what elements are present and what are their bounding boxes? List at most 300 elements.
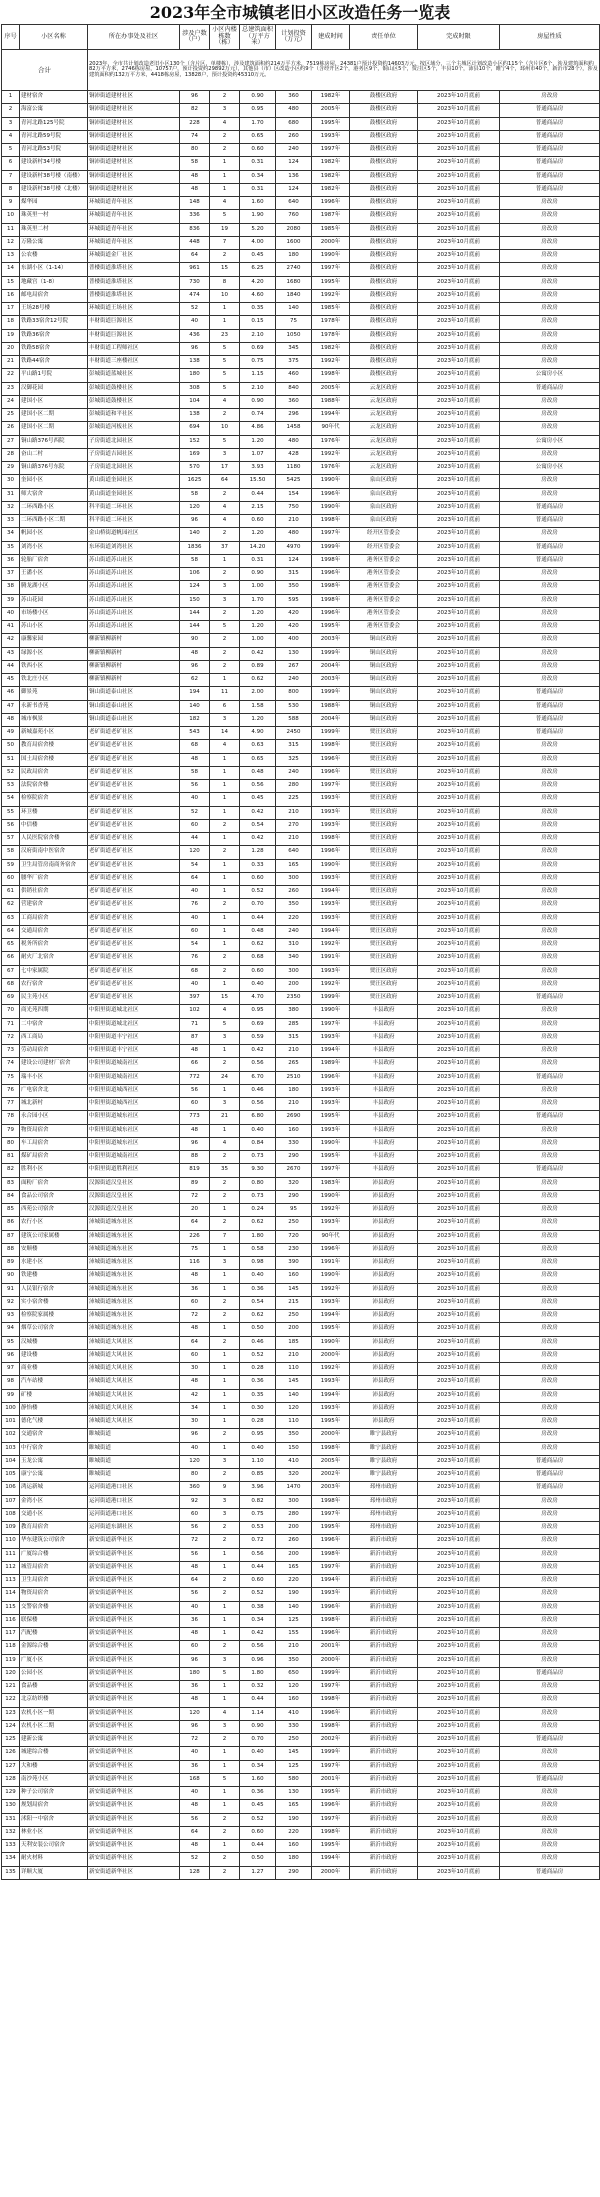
community-name-cell: 东湖小区（1-14） (20, 263, 88, 276)
property-type-cell: 房改房 (500, 634, 600, 647)
property-type-cell: 房改房 (500, 1429, 600, 1442)
buildings-cell: 1 (210, 1363, 240, 1376)
property-type-cell: 房改房 (500, 1813, 600, 1826)
table-row (2, 886, 600, 899)
deadline-cell: 2023年10月底前 (418, 1707, 500, 1720)
table-row (2, 740, 600, 753)
row-number-cell: 49 (2, 727, 20, 740)
office-community-cell: 老矿街道老矿社区 (88, 819, 180, 832)
buildings-cell: 1 (210, 886, 240, 899)
buildings-cell: 1 (210, 978, 240, 991)
deadline-cell: 2023年10月底前 (418, 91, 500, 104)
office-community-cell: 铜沛街道建材社区 (88, 157, 180, 170)
property-type-cell: 房改房 (500, 1601, 600, 1614)
buildings-cell: 2 (210, 607, 240, 620)
table-row (2, 1323, 600, 1336)
investment-cell: 580 (276, 1773, 312, 1786)
property-type-cell: 房改房 (500, 753, 600, 766)
built-year-cell: 1996年 (312, 1707, 350, 1720)
deadline-cell: 2023年10月底前 (418, 1031, 500, 1044)
households-cell: 180 (180, 369, 210, 382)
households-cell: 104 (180, 395, 210, 408)
table-row (2, 1654, 600, 1667)
floor-area-cell: 0.42 (240, 1628, 276, 1641)
property-type-cell: 房改房 (500, 528, 600, 541)
row-number-cell: 42 (2, 634, 20, 647)
households-cell: 56 (180, 1548, 210, 1561)
responsible-unit-cell: 铜山区政府 (350, 634, 418, 647)
built-year-cell: 1992年 (312, 1283, 350, 1296)
table-row (2, 1005, 600, 1018)
floor-area-cell: 1.20 (240, 607, 276, 620)
investment-cell: 290 (276, 1151, 312, 1164)
office-community-cell: 睢城街道 (88, 1442, 180, 1455)
buildings-cell: 3 (210, 104, 240, 117)
responsible-unit-cell: 丰县政府 (350, 1018, 418, 1031)
property-type-cell: 普通商品房 (500, 1455, 600, 1468)
investment-cell: 1050 (276, 329, 312, 342)
investment-cell: 296 (276, 409, 312, 422)
deadline-cell: 2023年10月底前 (418, 793, 500, 806)
floor-area-cell: 0.56 (240, 1058, 276, 1071)
row-number-cell: 25 (2, 409, 20, 422)
households-cell: 72 (180, 1535, 210, 1548)
deadline-cell: 2023年10月底前 (418, 448, 500, 461)
investment-cell: 720 (276, 1230, 312, 1243)
investment-cell: 200 (276, 1548, 312, 1561)
deadline-cell: 2023年10月底前 (418, 316, 500, 329)
community-name-cell: 实小宿舍楼 (20, 1296, 88, 1309)
built-year-cell: 1990年 (312, 859, 350, 872)
property-type-cell: 普通商品房 (500, 501, 600, 514)
investment-cell: 250 (276, 1217, 312, 1230)
buildings-cell: 2 (210, 1469, 240, 1482)
row-number-cell: 55 (2, 806, 20, 819)
buildings-cell: 1 (210, 1243, 240, 1256)
property-type-cell: 房改房 (500, 647, 600, 660)
table-row (2, 342, 600, 355)
office-community-cell: 沛城街道城东社区 (88, 1283, 180, 1296)
community-name-cell: 中信楼 (20, 819, 88, 832)
header-cell: 计划投资（万元） (276, 25, 312, 50)
table-row (2, 992, 600, 1005)
table-row (2, 965, 600, 978)
households-cell: 570 (180, 462, 210, 475)
deadline-cell: 2023年10月底前 (418, 1575, 500, 1588)
buildings-cell: 1 (210, 1389, 240, 1402)
buildings-cell: 3 (210, 1720, 240, 1733)
built-year-cell: 1998年 (312, 1614, 350, 1627)
row-number-cell: 18 (2, 316, 20, 329)
community-name-cell: 城建综合楼 (20, 1747, 88, 1760)
community-name-cell: 苏山小区 (20, 621, 88, 634)
responsible-unit-cell: 新沂市政府 (350, 1787, 418, 1800)
table-row (2, 1349, 600, 1362)
investment-cell: 145 (276, 1283, 312, 1296)
community-name-cell: 汽车站楼 (20, 1376, 88, 1389)
responsible-unit-cell: 沛县政府 (350, 1177, 418, 1190)
row-number-cell: 50 (2, 740, 20, 753)
property-type-cell: 房改房 (500, 1243, 600, 1256)
office-community-cell: 金山桥街道帆园社区 (88, 528, 180, 541)
responsible-unit-cell: 沛县政府 (350, 1402, 418, 1415)
row-number-cell: 135 (2, 1866, 20, 1879)
households-cell: 72 (180, 1190, 210, 1203)
table-row (2, 197, 600, 210)
community-name-cell: 城北新村 (20, 1098, 88, 1111)
deadline-cell: 2023年10月底前 (418, 1363, 500, 1376)
responsible-unit-cell: 云龙区政府 (350, 382, 418, 395)
households-cell: 96 (180, 342, 210, 355)
built-year-cell: 2003年 (312, 1482, 350, 1495)
households-cell: 819 (180, 1164, 210, 1177)
built-year-cell: 1992年 (312, 978, 350, 991)
deadline-cell: 2023年10月底前 (418, 236, 500, 249)
office-community-cell: 老矿街道老矿社区 (88, 925, 180, 938)
table-row (2, 1588, 600, 1601)
responsible-unit-cell: 鼓楼区政府 (350, 104, 418, 117)
households-cell: 308 (180, 382, 210, 395)
floor-area-cell: 0.46 (240, 1336, 276, 1349)
office-community-cell: 老矿街道老矿社区 (88, 727, 180, 740)
floor-area-cell: 0.69 (240, 1018, 276, 1031)
property-type-cell: 房改房 (500, 1177, 600, 1190)
floor-area-cell: 1.14 (240, 1707, 276, 1720)
deadline-cell: 2023年10月底前 (418, 197, 500, 210)
buildings-cell: 1 (210, 1614, 240, 1627)
households-cell: 1625 (180, 475, 210, 488)
property-type-cell: 房改房 (500, 276, 600, 289)
property-type-cell: 房改房 (500, 250, 600, 263)
deadline-cell: 2023年10月底前 (418, 1508, 500, 1521)
floor-area-cell: 0.52 (240, 1813, 276, 1826)
responsible-unit-cell: 鼓楼区政府 (350, 316, 418, 329)
households-cell: 64 (180, 250, 210, 263)
deadline-cell: 2023年10月底前 (418, 1455, 500, 1468)
table-row (2, 528, 600, 541)
buildings-cell: 1 (210, 1204, 240, 1217)
deadline-cell: 2023年10月底前 (418, 1402, 500, 1415)
row-number-cell: 128 (2, 1773, 20, 1786)
table-row (2, 1018, 600, 1031)
property-type-cell: 房改房 (500, 1257, 600, 1270)
community-name-cell: 鸿运新城 (20, 1482, 88, 1495)
table-row (2, 899, 600, 912)
property-type-cell: 房改房 (500, 1190, 600, 1203)
buildings-cell: 11 (210, 687, 240, 700)
floor-area-cell: 0.44 (240, 1840, 276, 1853)
office-community-cell: 中阳里街道城北社区 (88, 1018, 180, 1031)
table-row (2, 581, 600, 594)
deadline-cell: 2023年10月底前 (418, 621, 500, 634)
buildings-cell: 1 (210, 1628, 240, 1641)
households-cell: 82 (180, 104, 210, 117)
office-community-cell: 沛城街道大风社区 (88, 1336, 180, 1349)
deadline-cell: 2023年10月底前 (418, 1667, 500, 1680)
row-number-cell: 13 (2, 250, 20, 263)
community-name-cell: 轮胎厂宿舍 (20, 554, 88, 567)
investment-cell: 145 (276, 1747, 312, 1760)
investment-cell: 350 (276, 899, 312, 912)
deadline-cell: 2023年10月底前 (418, 1482, 500, 1495)
office-community-cell: 新安街道新华社区 (88, 1826, 180, 1839)
row-number-cell: 10 (2, 210, 20, 223)
responsible-unit-cell: 泉山区政府 (350, 515, 418, 528)
table-row (2, 1800, 600, 1813)
households-cell: 96 (180, 1429, 210, 1442)
community-name-cell: 铁路44宿舍 (20, 356, 88, 369)
community-name-cell: 城市枫景 (20, 713, 88, 726)
community-name-cell: 御景苑 (20, 687, 88, 700)
property-type-cell: 普通商品房 (500, 170, 600, 183)
floor-area-cell: 1.28 (240, 846, 276, 859)
row-number-cell: 31 (2, 488, 20, 501)
investment-cell: 120 (276, 1681, 312, 1694)
floor-area-cell: 1.60 (240, 1773, 276, 1786)
households-cell: 120 (180, 501, 210, 514)
row-number-cell: 123 (2, 1707, 20, 1720)
built-year-cell: 2000年 (312, 1866, 350, 1879)
responsible-unit-cell: 丰县政府 (350, 1111, 418, 1124)
community-name-cell: 车工局宿舍 (20, 1137, 88, 1150)
table-row (2, 1575, 600, 1588)
table-row (2, 1667, 600, 1680)
office-community-cell: 中阳里街道城西社区 (88, 1098, 180, 1111)
table-row (2, 647, 600, 660)
built-year-cell: 1998年 (312, 594, 350, 607)
households-cell: 56 (180, 1522, 210, 1535)
built-year-cell: 1995年 (312, 1840, 350, 1853)
investment-cell: 350 (276, 1429, 312, 1442)
office-community-cell: 新安街道新华社区 (88, 1667, 180, 1680)
office-community-cell: 铜山街道泰山社区 (88, 687, 180, 700)
floor-area-cell: 6.25 (240, 263, 276, 276)
office-community-cell: 柳新镇柳新村 (88, 660, 180, 673)
floor-area-cell: 0.31 (240, 554, 276, 567)
office-community-cell: 丰财街道三座楼社区 (88, 356, 180, 369)
built-year-cell: 1997年 (312, 144, 350, 157)
investment-cell: 250 (276, 1734, 312, 1747)
row-number-cell: 89 (2, 1257, 20, 1270)
row-number-cell: 32 (2, 501, 20, 514)
households-cell: 64 (180, 872, 210, 885)
floor-area-cell: 0.40 (240, 1124, 276, 1137)
community-name-cell: 建筑公司家属楼 (20, 1230, 88, 1243)
buildings-cell: 2 (210, 144, 240, 157)
buildings-cell: 4 (210, 197, 240, 210)
deadline-cell: 2023年10月底前 (418, 395, 500, 408)
built-year-cell: 1997年 (312, 263, 350, 276)
buildings-cell: 1 (210, 1084, 240, 1097)
responsible-unit-cell: 邳州市政府 (350, 1522, 418, 1535)
floor-area-cell: 0.60 (240, 144, 276, 157)
office-community-cell: 老矿街道老矿社区 (88, 952, 180, 965)
floor-area-cell: 0.60 (240, 872, 276, 885)
deadline-cell: 2023年10月底前 (418, 1720, 500, 1733)
property-type-cell: 普通商品房 (500, 130, 600, 143)
investment-cell: 345 (276, 342, 312, 355)
built-year-cell: 1994年 (312, 925, 350, 938)
floor-area-cell: 0.44 (240, 1694, 276, 1707)
responsible-unit-cell: 贾汪区政府 (350, 978, 418, 991)
responsible-unit-cell: 睢宁县政府 (350, 1469, 418, 1482)
households-cell: 36 (180, 1614, 210, 1627)
built-year-cell: 1998年 (312, 1826, 350, 1839)
community-name-cell: 汽配楼 (20, 1628, 88, 1641)
table-row (2, 1389, 600, 1402)
floor-area-cell: 0.82 (240, 1495, 276, 1508)
responsible-unit-cell: 鼓楼区政府 (350, 91, 418, 104)
property-type-cell: 房改房 (500, 1800, 600, 1813)
households-cell: 48 (180, 1800, 210, 1813)
responsible-unit-cell: 港务区管委会 (350, 594, 418, 607)
community-name-cell: 耐火材料 (20, 1853, 88, 1866)
property-type-cell: 房改房 (500, 939, 600, 952)
office-community-cell: 彭城街道蓝城社区 (88, 369, 180, 382)
office-community-cell: 汉源街道汉皇社区 (88, 1190, 180, 1203)
floor-area-cell: 1.00 (240, 634, 276, 647)
floor-area-cell: 0.60 (240, 1575, 276, 1588)
row-number-cell: 102 (2, 1429, 20, 1442)
deadline-cell: 2023年10月底前 (418, 1389, 500, 1402)
buildings-cell: 2 (210, 1336, 240, 1349)
built-year-cell: 2002年 (312, 1734, 350, 1747)
responsible-unit-cell: 丰县政府 (350, 1005, 418, 1018)
page-title: 2023年全市城镇老旧小区改造任务一览表 (149, 3, 451, 22)
deadline-cell: 2023年10月底前 (418, 1495, 500, 1508)
responsible-unit-cell: 新沂市政府 (350, 1588, 418, 1601)
investment-cell: 267 (276, 660, 312, 673)
property-type-cell: 普通商品房 (500, 104, 600, 117)
property-type-cell: 房改房 (500, 766, 600, 779)
buildings-cell: 3 (210, 594, 240, 607)
investment-cell: 2670 (276, 1164, 312, 1177)
community-name-cell: 检察院家属楼 (20, 1310, 88, 1323)
households-cell: 168 (180, 1773, 210, 1786)
responsible-unit-cell: 新沂市政府 (350, 1707, 418, 1720)
buildings-cell: 4 (210, 501, 240, 514)
households-cell: 64 (180, 1336, 210, 1349)
office-community-cell: 普楼街道淮塔社区 (88, 289, 180, 302)
row-number-cell: 36 (2, 554, 20, 567)
investment-cell: 350 (276, 581, 312, 594)
buildings-cell: 1 (210, 1561, 240, 1574)
deadline-cell: 2023年10月底前 (418, 727, 500, 740)
office-community-cell: 沛城街道大风社区 (88, 1389, 180, 1402)
built-year-cell: 1994年 (312, 1045, 350, 1058)
deadline-cell: 2023年10月底前 (418, 1522, 500, 1535)
investment-cell: 420 (276, 621, 312, 634)
households-cell: 226 (180, 1230, 210, 1243)
buildings-cell: 14 (210, 727, 240, 740)
buildings-cell: 3 (210, 1455, 240, 1468)
floor-area-cell: 3.96 (240, 1482, 276, 1495)
row-number-cell: 85 (2, 1204, 20, 1217)
deadline-cell: 2023年10月底前 (418, 647, 500, 660)
responsible-unit-cell: 港务区管委会 (350, 621, 418, 634)
property-type-cell: 房改房 (500, 1787, 600, 1800)
deadline-cell: 2023年10月底前 (418, 1694, 500, 1707)
investment-cell: 320 (276, 1177, 312, 1190)
investment-cell: 428 (276, 448, 312, 461)
row-number-cell: 101 (2, 1416, 20, 1429)
investment-cell: 320 (276, 1469, 312, 1482)
row-number-cell: 41 (2, 621, 20, 634)
responsible-unit-cell: 铜山区政府 (350, 713, 418, 726)
community-name-cell: 卫生局管房南商务宿舍 (20, 859, 88, 872)
table-row (2, 501, 600, 514)
community-name-cell: 广厦综合楼 (20, 1548, 88, 1561)
property-type-cell: 普通商品房 (500, 144, 600, 157)
floor-area-cell: 0.53 (240, 1522, 276, 1535)
floor-area-cell: 0.36 (240, 1283, 276, 1296)
investment-cell: 190 (276, 1588, 312, 1601)
office-community-cell: 沛城街道城东社区 (88, 1310, 180, 1323)
buildings-cell: 5 (210, 621, 240, 634)
investment-cell: 210 (276, 833, 312, 846)
office-community-cell: 老矿街道老矿社区 (88, 899, 180, 912)
investment-cell: 390 (276, 1257, 312, 1270)
floor-area-cell: 4.00 (240, 236, 276, 249)
built-year-cell: 1995年 (312, 621, 350, 634)
responsible-unit-cell: 邳州市政府 (350, 1508, 418, 1521)
office-community-cell: 老矿街道老矿社区 (88, 780, 180, 793)
office-community-cell: 柳新镇柳新村 (88, 674, 180, 687)
investment-cell: 280 (276, 780, 312, 793)
property-type-cell: 房改房 (500, 1296, 600, 1309)
floor-area-cell: 0.95 (240, 1429, 276, 1442)
office-community-cell: 丰财街道巨源社区 (88, 316, 180, 329)
table-row (2, 1137, 600, 1150)
buildings-cell: 3 (210, 1495, 240, 1508)
built-year-cell: 1995年 (312, 1522, 350, 1535)
row-number-cell: 7 (2, 170, 20, 183)
table-row (2, 250, 600, 263)
households-cell: 72 (180, 1310, 210, 1323)
table-row (2, 223, 600, 236)
row-number-cell: 107 (2, 1495, 20, 1508)
community-name-cell: 腾龙湖小区 (20, 581, 88, 594)
households-cell: 42 (180, 1389, 210, 1402)
built-year-cell: 1996年 (312, 1071, 350, 1084)
property-type-cell: 普通商品房 (500, 183, 600, 196)
table-row (2, 607, 600, 620)
investment-cell: 5425 (276, 475, 312, 488)
responsible-unit-cell: 新沂市政府 (350, 1826, 418, 1839)
built-year-cell: 1998年 (312, 740, 350, 753)
investment-cell: 215 (276, 1296, 312, 1309)
deadline-cell: 2023年10月底前 (418, 1442, 500, 1455)
responsible-unit-cell: 鼓楼区政府 (350, 289, 418, 302)
buildings-cell: 5 (210, 356, 240, 369)
buildings-cell: 1 (210, 833, 240, 846)
responsible-unit-cell: 贾汪区政府 (350, 965, 418, 978)
deadline-cell: 2023年10月底前 (418, 1071, 500, 1084)
responsible-unit-cell: 贾汪区政府 (350, 899, 418, 912)
row-number-cell: 94 (2, 1323, 20, 1336)
community-name-cell: 铜山路376号东院 (20, 462, 88, 475)
buildings-cell: 5 (210, 210, 240, 223)
buildings-cell: 1 (210, 780, 240, 793)
property-type-cell: 房改房 (500, 912, 600, 925)
office-community-cell: 老矿街道老矿社区 (88, 992, 180, 1005)
buildings-cell: 8 (210, 276, 240, 289)
floor-area-cell: 3.93 (240, 462, 276, 475)
table-row (2, 1217, 600, 1230)
deadline-cell: 2023年10月底前 (418, 1866, 500, 1879)
deadline-cell: 2023年10月底前 (418, 766, 500, 779)
households-cell: 694 (180, 422, 210, 435)
